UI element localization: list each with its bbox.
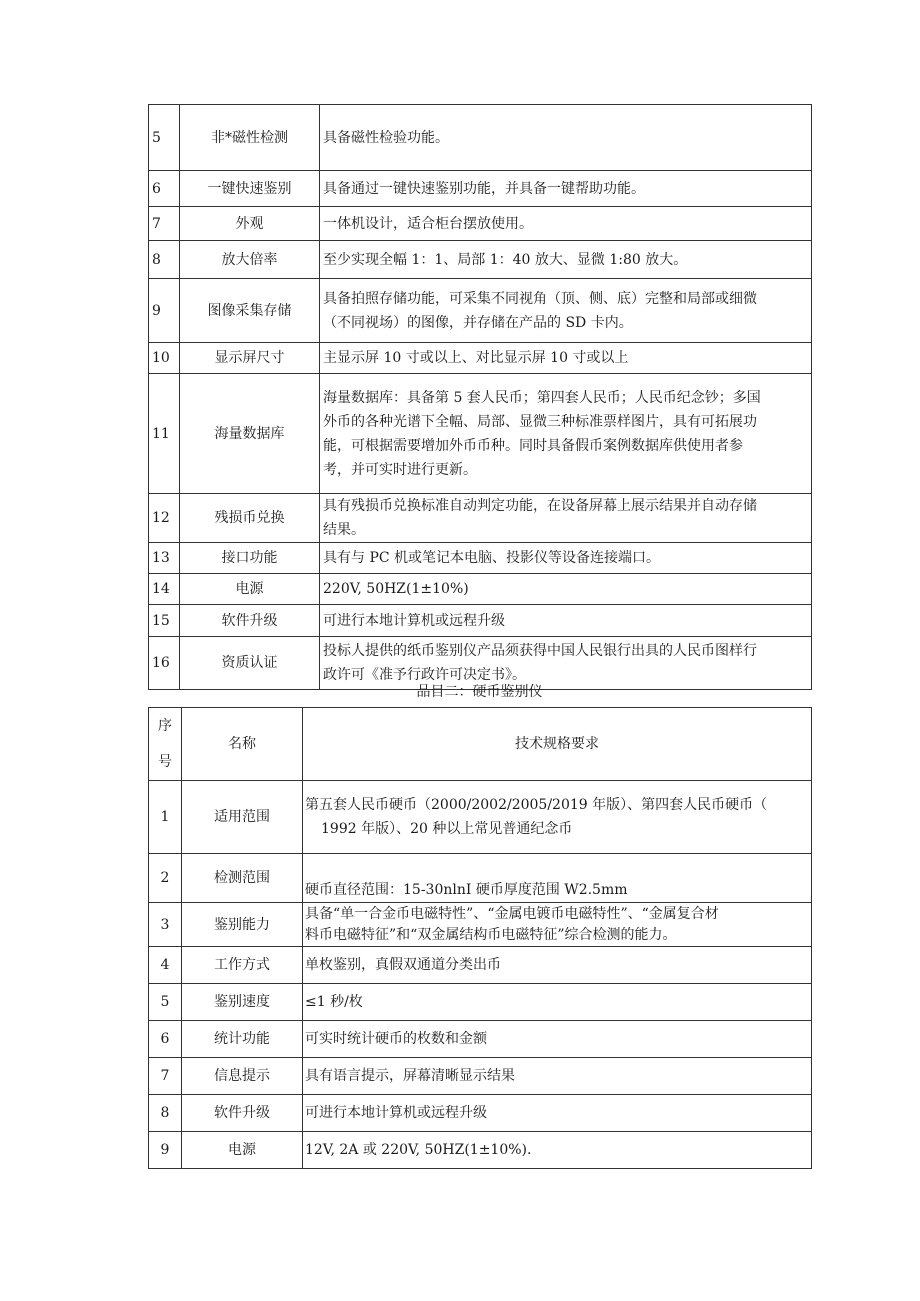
table-row [149,574,812,605]
item-spec: 单枚鉴别，真假双通道分类出币 [303,947,812,984]
item-spec: 具有与 PC 机或笔记本电脑、投影仪等设备连接端口。 [320,543,812,574]
table-row [149,374,812,494]
item-name: 海量数据库 [180,374,320,494]
item-name: 外观 [180,207,320,241]
table-row [149,241,812,279]
item-spec: 220V, 50HZ(1±10%) [320,574,812,605]
item-name: 电源 [182,1132,303,1169]
item-spec: 第五套人民币硬币（2000/2002/2005/2019 年版）、第四套人民币硬币（ 1992 年版）、20 种以上常见普通纪念币 [303,781,812,854]
table-row [149,781,812,854]
header-number: 序 号 [149,708,182,781]
row-number: 6 [149,1021,182,1058]
item-spec: 12V, 2A 或 220V, 50HZ(1±10%). [303,1132,812,1169]
row-number: 1 [149,781,182,854]
item-spec: ≤1 秒/枚 [303,984,812,1021]
row-number: 5 [149,984,182,1021]
table-row [149,171,812,207]
row-number: 9 [149,1132,182,1169]
row-number: 3 [149,903,182,947]
table-row [149,1132,812,1169]
table-row [149,343,812,374]
table-row [149,605,812,637]
row-number: 5 [149,105,180,171]
row-number: 13 [149,543,180,574]
row-number: 7 [149,207,180,241]
item-name: 软件升级 [180,605,320,637]
item-spec: 具备拍照存储功能，可采集不同视角（顶、侧、底）完整和局部或细微 （不同视场）的图像，并存储在产品的 SD 卡内。 [320,279,812,343]
row-number: 14 [149,574,180,605]
table-row [149,105,812,171]
item-name: 适用范围 [182,781,303,854]
item-spec: 可进行本地计算机或远程升级 [303,1095,812,1132]
row-number: 15 [149,605,180,637]
item-name: 电源 [180,574,320,605]
row-number: 8 [149,1095,182,1132]
item-spec: 主显示屏 10 寸或以上、对比显示屏 10 寸或以上 [320,343,812,374]
item-name: 接口功能 [180,543,320,574]
item-spec: 可实时统计硬币的枚数和金额 [303,1021,812,1058]
table-row [149,494,812,543]
section-title: 品目二：硬币鉴别仪 [416,684,543,700]
header-spec: 技术规格要求 [303,708,812,781]
item-spec: 具有语言提示，屏幕清晰显示结果 [303,1058,812,1095]
item-spec: 海量数据库：具备第 5 套人民币；第四套人民币；人民币纪念钞；多国 外币的各种光谱下全幅、局部、显微三种标准票样图片，具有可拓展功 能，可根据需要增加外币币种。同时具备假币案例数据库供使用者参 考，并可实时进行更新。 [320,374,812,494]
spec-table-2 [148,707,812,1169]
item-name: 工作方式 [182,947,303,984]
item-name: 资质认证 [180,637,320,690]
table-row [149,854,812,903]
item-name: 统计功能 [182,1021,303,1058]
item-name: 检测范围 [182,854,303,903]
row-number: 4 [149,947,182,984]
row-number: 8 [149,241,180,279]
item-spec: 具备通过一键快速鉴别功能，并具备一键帮助功能。 [320,171,812,207]
item-name: 非*磁性检测 [180,105,320,171]
item-name: 软件升级 [182,1095,303,1132]
table-row [149,1095,812,1132]
item-spec: 投标人提供的纸币鉴别仪产品须获得中国人民银行出具的人民币图样行 政许可《准予行政许可决定书》。 [320,637,812,690]
table-row [149,279,812,343]
item-spec: 至少实现全幅 1：1、局部 1：40 放大、显微 1:80 放大。 [320,241,812,279]
row-number: 9 [149,279,180,343]
item-name: 显示屏尺寸 [180,343,320,374]
item-spec: 一体机设计，适合柜台摆放使用。 [320,207,812,241]
item-spec: 可进行本地计算机或远程升级 [320,605,812,637]
item-spec: 硬币直径范围：15-30nlnI 硬币厚度范围 W2.5mm [303,854,812,903]
row-number: 16 [149,637,180,690]
item-name: 鉴别速度 [182,984,303,1021]
row-number: 10 [149,343,180,374]
table-row [149,543,812,574]
row-number: 6 [149,171,180,207]
item-name: 一键快速鉴别 [180,171,320,207]
item-spec: 具有残损币兑换标准自动判定功能，在设备屏幕上展示结果并自动存储 结果。 [320,494,812,543]
item-spec: 具备磁性检验功能。 [320,105,812,171]
table-row [149,1021,812,1058]
table-header-row [149,708,812,781]
spec-table-1 [148,104,812,690]
table-row [149,1058,812,1095]
item-name: 残损币兑换 [180,494,320,543]
row-number: 11 [149,374,180,494]
item-spec: 具备“单一合金币电磁特性”、“金属电镀币电磁特性”、“金属复合材 料币电磁特征”和“双金属结构币电磁特征”综合检测的能力。 [303,903,812,947]
item-name: 图像采集存储 [180,279,320,343]
header-name: 名称 [182,708,303,781]
row-number: 12 [149,494,180,543]
table-row [149,947,812,984]
table-row [149,903,812,947]
item-name: 鉴别能力 [182,903,303,947]
row-number: 2 [149,854,182,903]
table-row [149,984,812,1021]
table-row [149,207,812,241]
item-name: 信息提示 [182,1058,303,1095]
item-name: 放大倍率 [180,241,320,279]
row-number: 7 [149,1058,182,1095]
